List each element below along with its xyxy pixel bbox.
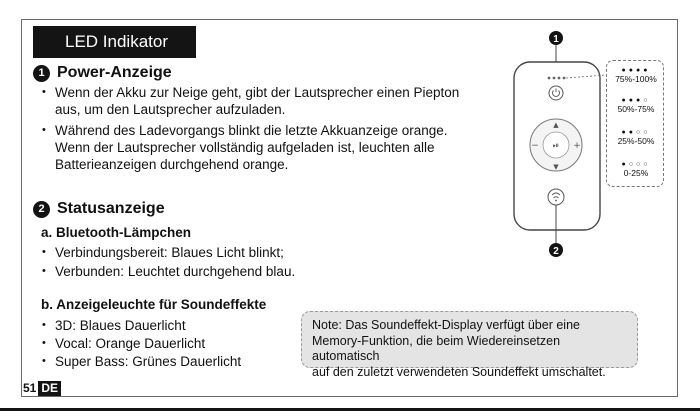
bluetooth-item: • Verbindungsbereit: Blaues Licht blinkt; (42, 245, 284, 260)
bullet-dot: • (42, 337, 46, 349)
plus-icon: + (573, 141, 581, 151)
power-heading (33, 64, 172, 82)
level-row: ●●●○ 50%-75% (617, 97, 655, 114)
page-footer (21, 381, 61, 396)
bottom-rule (0, 408, 700, 411)
section-number-2: 2 (33, 201, 50, 218)
minus-icon: − (531, 141, 539, 151)
bullet-dot: • (42, 124, 46, 136)
marker-2-label: 2 (553, 246, 559, 257)
bullet-dot: • (42, 355, 46, 367)
bluetooth-subheading: a. Bluetooth-Lämpchen (41, 225, 192, 240)
section-number-1: 1 (33, 65, 50, 82)
bullet-dot: • (42, 86, 46, 98)
level-row: ●○○○ 0-25% (621, 161, 651, 178)
sound-subheading: b. Anzeigeleuchte für Soundeffekte (41, 297, 267, 312)
down-arrow-icon: ▼ (553, 163, 559, 171)
marker-1-label: 1 (553, 34, 559, 45)
text-line: aus, um den Lautsprecher aufzuladen. (55, 102, 286, 117)
page-title: LED Indikator (33, 26, 196, 58)
note-line: Note: Das Soundeffekt-Display verfügt über eine (312, 318, 580, 332)
status-heading-text: Statusanzeige (57, 200, 165, 217)
play-pause-icon: ⏯ (552, 141, 560, 150)
note-box (301, 311, 638, 379)
power-bullet-1 (42, 84, 460, 118)
bullet-dot: • (42, 319, 46, 331)
text-line: Wenn der Lautsprecher vollständig aufgeladen ist, leuchten alle (55, 140, 435, 155)
note-line: Memory-Funktion, die beim Wiedereinsetzen automatisch (312, 333, 561, 363)
level-row: ●●○○ 25%-50% (617, 129, 655, 146)
language-badge: DE (38, 381, 61, 396)
up-arrow-icon: ▲ (553, 121, 559, 129)
bullet-dot: • (42, 246, 46, 258)
sound-item: • Super Bass: Grünes Dauerlicht (42, 354, 242, 369)
text-line: Während des Ladevorgangs blinkt die letzte Akkuanzeige orange. (55, 123, 448, 138)
status-heading (33, 200, 165, 218)
note-line: auf den zuletzt verwendeten Soundeffekt umschaltet. (312, 364, 606, 379)
sound-item: • 3D: Blaues Dauerlicht (42, 318, 186, 333)
power-heading-text: Power-Anzeige (57, 64, 172, 81)
text-line: Batterieanzeigen durchgehend orange. (55, 157, 289, 172)
text-line: Wenn der Akku zur Neige geht, gibt der Lautsprecher einen Piepton (55, 85, 460, 100)
power-bullet-2 (42, 122, 448, 173)
sound-item: • Vocal: Orange Dauerlicht (42, 336, 206, 351)
battery-levels-box (606, 60, 664, 187)
page-number: 51 (23, 381, 37, 395)
bullet-dot: • (42, 265, 46, 277)
bluetooth-item: • Verbunden: Leuchtet durchgehend blau. (42, 264, 296, 279)
level-row: ●●●● 75%-100% (615, 67, 657, 84)
